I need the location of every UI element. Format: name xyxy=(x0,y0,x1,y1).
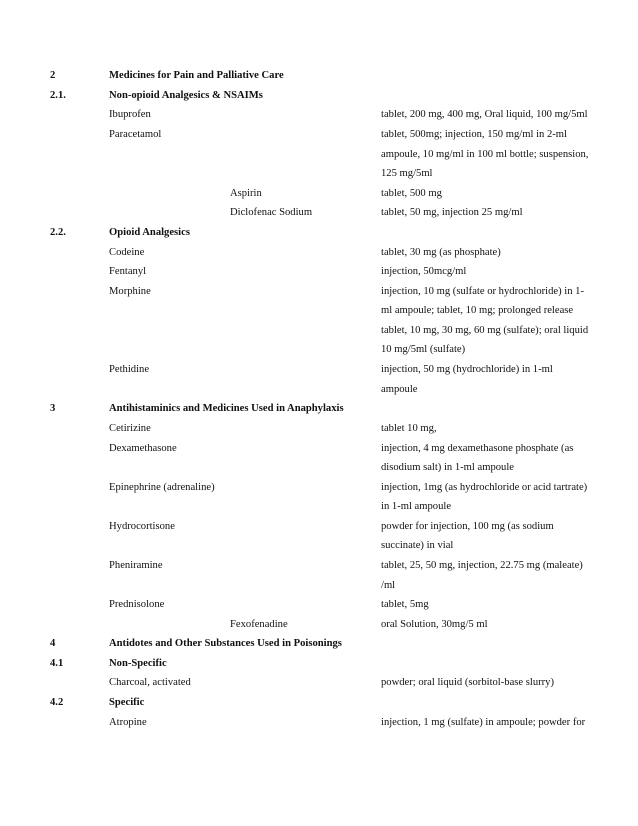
medicine-name: Morphine xyxy=(109,286,151,297)
medicine-name: Fentanyl xyxy=(109,266,147,277)
dosage-form: ampoule, 10 mg/ml in 100 ml bottle; suspension, xyxy=(381,149,589,160)
dosage-form: injection, 1 mg (sulfate) in ampoule; powder for xyxy=(381,717,586,728)
medicine-name: Aspirin xyxy=(230,188,262,199)
dosage-form: tablet, 500mg; injection, 150 mg/ml in 2-ml xyxy=(381,129,567,140)
medicine-name: Dexamethasone xyxy=(109,443,177,454)
dosage-form: tablet, 5mg xyxy=(381,599,429,610)
dosage-form: succinate) in vial xyxy=(381,540,454,551)
medicine-name: Pethidine xyxy=(109,364,150,375)
dosage-form: ml ampoule; tablet, 10 mg; prolonged release xyxy=(381,305,574,316)
dosage-form: tablet, 50 mg, injection 25 mg/ml xyxy=(381,207,523,218)
dosage-form: injection, 50mcg/ml xyxy=(381,266,467,277)
medicine-name: Fexofenadine xyxy=(230,619,288,630)
section-number: 4.2 xyxy=(50,697,64,708)
section-number: 2 xyxy=(50,70,56,81)
medicine-name: Ibuprofen xyxy=(109,109,151,120)
dosage-form: tablet, 10 mg, 30 mg, 60 mg (sulfate); oral liquid xyxy=(381,325,589,336)
section-number: 4 xyxy=(50,638,56,649)
medicine-name: Hydrocortisone xyxy=(109,521,175,532)
dosage-form: tablet, 200 mg, 400 mg, Oral liquid, 100 mg/5ml xyxy=(381,109,588,120)
medicine-name: Epinephrine (adrenaline) xyxy=(109,482,215,493)
dosage-form: oral Solution, 30mg/5 ml xyxy=(381,619,488,630)
dosage-form: powder for injection, 100 mg (as sodium xyxy=(381,521,554,532)
medicine-name: Atropine xyxy=(109,717,147,728)
dosage-form: tablet, 25, 50 mg, injection, 22.75 mg (maleate) xyxy=(381,560,583,571)
dosage-form: powder; oral liquid (sorbitol-base slurry) xyxy=(381,677,554,688)
section-number: 4.1 xyxy=(50,658,64,669)
dosage-form: 125 mg/5ml xyxy=(381,168,433,179)
dosage-form: tablet, 30 mg (as phosphate) xyxy=(381,247,501,258)
medicine-name: Paracetamol xyxy=(109,129,162,140)
medicine-name: Charcoal, activated xyxy=(109,677,191,688)
section-number: 2.1. xyxy=(50,90,66,101)
dosage-form: disodium salt) in 1-ml ampoule xyxy=(381,462,514,473)
dosage-form: /ml xyxy=(381,580,396,591)
medicine-name: Cetirizine xyxy=(109,423,151,434)
dosage-form: injection, 4 mg dexamethasone phosphate (as xyxy=(381,443,574,454)
dosage-form: injection, 50 mg (hydrochloride) in 1-ml xyxy=(381,364,553,375)
section-heading: Antihistaminics and Medicines Used in Anaphylaxis xyxy=(109,403,344,414)
dosage-form: injection, 10 mg (sulfate or hydrochloride) in 1- xyxy=(381,286,584,297)
dosage-form: 10 mg/5ml (sulfate) xyxy=(381,344,466,355)
section-heading: Antidotes and Other Substances Used in Poisonings xyxy=(109,638,342,649)
medicine-name: Codeine xyxy=(109,247,145,258)
dosage-form: tablet, 500 mg xyxy=(381,188,442,199)
section-heading: Non-opioid Analgesics & NSAIMs xyxy=(109,90,263,101)
medicine-name: Diclofenac Sodium xyxy=(230,207,313,218)
section-heading: Medicines for Pain and Palliative Care xyxy=(109,70,284,81)
section-heading: Opioid Analgesics xyxy=(109,227,190,238)
medicine-name: Prednisolone xyxy=(109,599,165,610)
section-heading: Specific xyxy=(109,697,145,708)
dosage-form: in 1-ml ampoule xyxy=(381,501,452,512)
dosage-form: tablet 10 mg, xyxy=(381,423,437,434)
section-number: 2.2. xyxy=(50,227,66,238)
section-number: 3 xyxy=(50,403,56,414)
dosage-form: injection, 1mg (as hydrochloride or acid tartrate) xyxy=(381,482,588,493)
dosage-form: ampoule xyxy=(381,384,418,395)
section-heading: Non-Specific xyxy=(109,658,167,669)
medicine-name: Pheniramine xyxy=(109,560,163,571)
